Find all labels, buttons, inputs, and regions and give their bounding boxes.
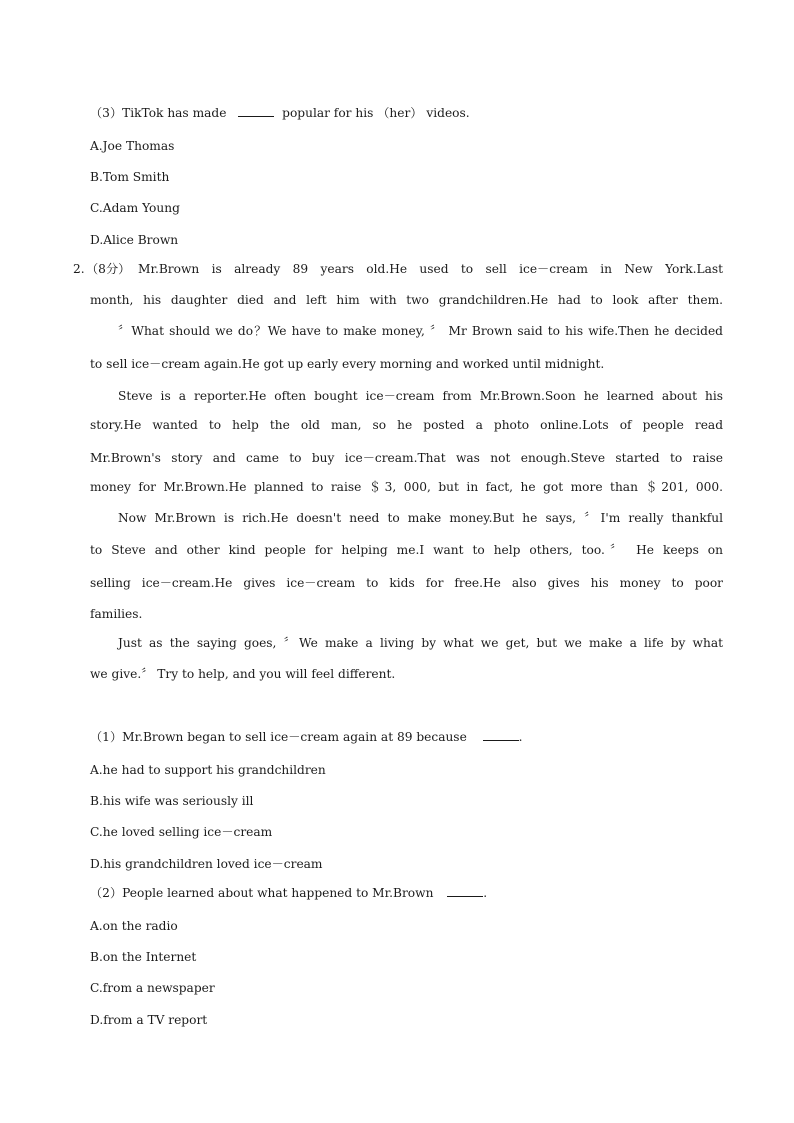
option-a: A.Joe Thomas [90,139,175,153]
option-d: D.Alice Brown [90,233,179,247]
passage-line-9: Now Mr.Brown is rich.He doesn't need to make money.But he says, 〞I'm really thankful [118,511,723,525]
passage-line-2: month, his daughter died and left him with two grandchildren.He had to look after them. [90,293,723,307]
question-3-lead: （3）TikTok has made [90,106,227,120]
passage-line-3: 〞What should we do？We have to make money, 〞 Mr Brown said to his wife.Then he decided [118,324,723,338]
q2-option-c: C.from a newspaper [90,981,215,995]
question-2 [90,885,487,901]
passage-line-11: selling ice－cream.He gives ice－cream to kids for free.He also gives his money to poor [90,576,723,590]
passage-line-14: we give.〞 Try to help, and you will feel different. [90,667,396,681]
passage-line-10: to Steve and other kind people for helping me.I want to help others, too.〞 He keeps on [90,543,723,557]
passage-line-13: Just as the saying goes, 〞We make a living by what we get, but we make a life by what [118,636,723,650]
q1-option-c: C.he loved selling ice－cream [90,825,273,839]
q2-option-b: B.on the Internet [90,950,197,964]
q2-option-a: A.on the radio [90,919,178,933]
answer-blank [238,105,274,117]
passage-line-1: Mr.Brown is already 89 years old.He used to sell ice－cream in New York.Last [138,262,723,276]
answer-blank [483,729,519,741]
question-3-tail: popular for his （her） videos. [282,106,470,120]
question-3 [90,105,470,121]
passage-line-12: families. [90,607,143,621]
passage-line-5: Steve is a reporter.He often bought ice－cream from Mr.Brown.Soon he learned about his [118,389,723,403]
option-b: B.Tom Smith [90,170,170,184]
passage-score: （8分） [86,262,131,276]
passage-line-7: Mr.Brown's story and came to buy ice－cream.That was not enough.Steve started to raise [90,451,723,465]
passage-line-8: money for Mr.Brown.He planned to raise ＄3, 000, but in fact, he got more than ＄201, 000. [90,480,723,494]
passage-line-4: to sell ice－cream again.He got up early every morning and worked until midnight. [90,357,605,371]
q2-option-d: D.from a TV report [90,1013,208,1027]
q1-option-a: A.he had to support his grandchildren [90,763,326,777]
question-1-tail: . [518,730,523,744]
question-1 [90,729,523,745]
option-c: C.Adam Young [90,201,180,215]
q1-option-d: D.his grandchildren loved ice－cream [90,857,323,871]
question-2-lead: （2）People learned about what happened to Mr.Brown [90,886,434,900]
passage-line-6: story.He wanted to help the old man, so he posted a photo online.Lots of people read [90,418,723,432]
passage-number: 2. [73,262,85,276]
question-1-lead: （1）Mr.Brown began to sell ice－cream again at 89 because [90,730,467,744]
question-2-tail: . [483,886,488,900]
q1-option-b: B.his wife was seriously ill [90,794,254,808]
answer-blank [447,885,483,897]
